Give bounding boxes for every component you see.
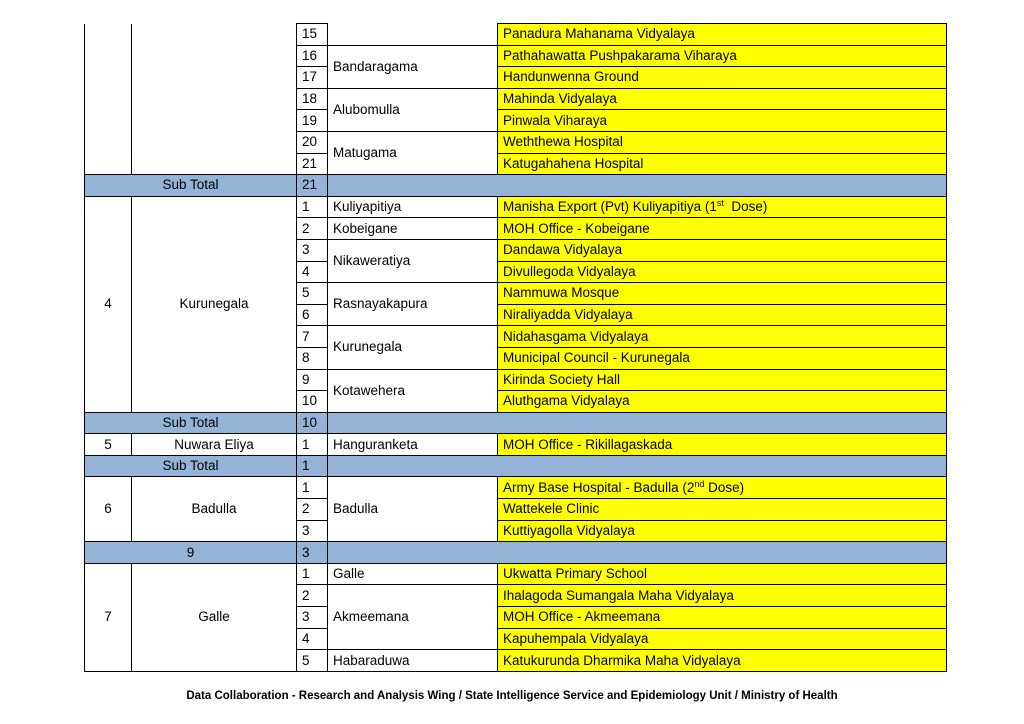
moh-cell: Matugama [328,131,498,174]
location-cell: Wattekele Clinic [498,499,947,521]
table-row [85,434,947,456]
subtotal-blank [498,412,947,434]
district-number: 7 [85,563,132,671]
subtotal-count: 3 [297,542,328,564]
num-cell: 17 [297,67,328,89]
table-row [85,563,947,585]
district-name: Galle [132,563,297,671]
location-cell: MOH Office - Akmeemana [498,607,947,629]
num-cell: 1 [297,196,328,218]
table-row [85,477,947,499]
subtotal-row [85,175,947,197]
location-cell: Ihalagoda Sumangala Maha Vidyalaya [498,585,947,607]
moh-cell: Rasnayakapura [328,283,498,326]
subtotal-label: Sub Total [85,175,297,197]
num-cell: 4 [297,261,328,283]
district-name: Kurunegala [132,196,297,412]
subtotal-blank [498,542,947,564]
table-row [85,196,947,218]
moh-cell: Alubomulla [328,88,498,131]
vaccination-centres-table [84,23,947,672]
num-cell: 10 [297,391,328,413]
location-cell: Katukurunda Dharmika Maha Vidyalaya [498,650,947,672]
location-cell: Aluthgama Vidyalaya [498,391,947,413]
location-text-end: Dose) [723,199,768,215]
district-number: 5 [85,434,132,456]
num-cell: 1 [297,434,328,456]
moh-cell: Akmeemana [328,585,498,650]
district-number: 6 [85,477,132,542]
num-cell: 5 [297,650,328,672]
location-cell: Niraliyadda Vidyalaya [498,304,947,326]
subtotal-count: 1 [297,455,328,477]
num-cell: 20 [297,131,328,153]
num-cell: 4 [297,628,328,650]
num-cell: 21 [297,153,328,175]
num-cell: 7 [297,326,328,348]
moh-cell: Habaraduwa [328,650,498,672]
location-cell: MOH Office - Rikillagaskada [498,434,947,456]
num-cell: 3 [297,239,328,261]
moh-cell: Galle [328,563,498,585]
subtotal-row [85,455,947,477]
location-cell: Weththewa Hospital [498,131,947,153]
subtotal-label: Sub Total [85,412,297,434]
moh-cell: Hanguranketa [328,434,498,456]
page-footer: Data Collaboration - Research and Analysis Wing / State Intelligence Service and Epidemiology Unit / Ministry of Health [186,690,838,702]
num-cell: 9 [297,369,328,391]
location-cell: MOH Office - Kobeigane [498,218,947,240]
num-cell: 15 [297,24,328,46]
subtotal-row [85,542,947,564]
location-cell: Divullegoda Vidyalaya [498,261,947,283]
num-cell: 2 [297,585,328,607]
location-cell: Nammuwa Mosque [498,283,947,305]
num-cell: 1 [297,477,328,499]
num-cell: 2 [297,499,328,521]
moh-cell: Kuliyapitiya [328,196,498,218]
location-cell: Pathahawatta Pushpakarama Viharaya [498,45,947,67]
num-cell: 3 [297,520,328,542]
num-cell: 5 [297,283,328,305]
district-name: Badulla [132,477,297,542]
subtotal-blank [328,455,498,477]
moh-cell: Badulla [328,477,498,542]
num-cell: 8 [297,347,328,369]
ordinal-suffix: nd [694,478,705,489]
location-cell: Ukwatta Primary School [498,563,947,585]
table-row [85,24,947,46]
subtotal-blank [498,455,947,477]
ordinal-suffix: st [716,198,724,209]
district-cell [132,24,297,175]
location-cell: Kapuhempala Vidyalaya [498,628,947,650]
num-cell: 18 [297,88,328,110]
location-cell [498,477,947,499]
subtotal-row [85,412,947,434]
location-text: Army Base Hospital - Badulla (2 [503,479,695,495]
subtotal-blank [498,175,947,197]
moh-cell [328,24,498,46]
location-cell: Municipal Council - Kurunegala [498,347,947,369]
subtotal-label: Sub Total [85,455,297,477]
location-cell: Kuttiyagolla Vidyalaya [498,520,947,542]
subtotal-blank [328,175,498,197]
location-cell: Mahinda Vidyalaya [498,88,947,110]
location-cell: Nidahasgama Vidyalaya [498,326,947,348]
location-text-end: Dose) [704,479,745,495]
moh-cell: Nikaweratiya [328,239,498,282]
moh-cell: Kotawehera [328,369,498,412]
location-cell: Dandawa Vidyalaya [498,239,947,261]
num-cell: 16 [297,45,328,67]
num-cell: 3 [297,607,328,629]
location-cell: Kirinda Society Hall [498,369,947,391]
num-cell: 19 [297,110,328,132]
location-cell [498,196,947,218]
no-cell [85,24,132,175]
district-name: Nuwara Eliya [132,434,297,456]
num-cell: 6 [297,304,328,326]
moh-cell: Bandaragama [328,45,498,88]
subtotal-blank [328,412,498,434]
location-cell: Panadura Mahanama Vidyalaya [498,24,947,46]
moh-cell: Kobeigane [328,218,498,240]
district-number: 4 [85,196,132,412]
location-cell: Handunwenna Ground [498,67,947,89]
num-cell: 2 [297,218,328,240]
subtotal-blank [328,542,498,564]
subtotal-count: 10 [297,412,328,434]
location-cell: Pinwala Viharaya [498,110,947,132]
subtotal-count: 21 [297,175,328,197]
moh-cell: Kurunegala [328,326,498,369]
location-text: Manisha Export (Pvt) Kuliyapitiya (1 [503,199,717,215]
location-cell: Katugahahena Hospital [498,153,947,175]
num-cell: 1 [297,563,328,585]
subtotal-label: 9 [85,542,297,564]
